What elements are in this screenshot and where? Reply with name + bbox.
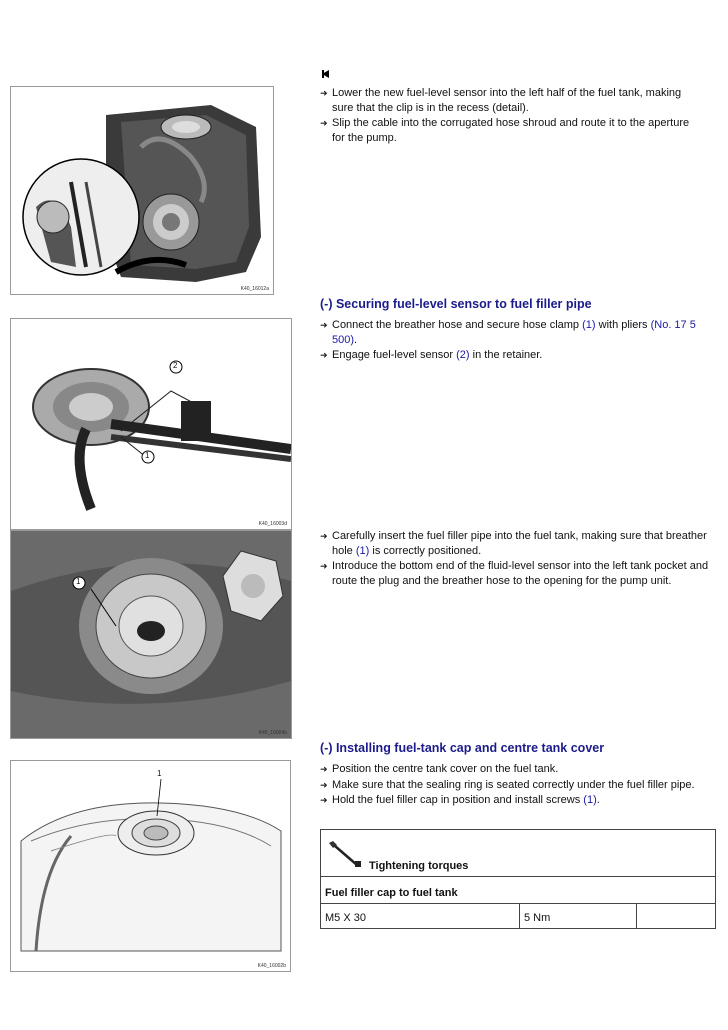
arrow-bullet-icon: ➜ — [320, 350, 328, 360]
figure-fuel-tank-cap — [10, 760, 291, 972]
figure-breather-hose-clamp — [10, 318, 292, 530]
table-cell: M5 X 30 — [321, 904, 520, 929]
list-item: ➜ Position the centre tank cover on the fuel tank. — [320, 763, 559, 775]
arrow-bullet-icon: ➜ — [320, 531, 328, 541]
callout-label: 2 — [173, 361, 178, 370]
figure-caption: K40_16002b — [257, 963, 286, 969]
arrow-bullet-icon: ➜ — [320, 118, 328, 128]
section-heading: (-) Installing fuel-tank cap and centre tank cover — [320, 741, 605, 755]
callout-label: 1 — [157, 769, 162, 778]
arrow-bullet-icon: ➜ — [320, 795, 328, 805]
torque-wrench-icon — [325, 839, 365, 872]
table-row — [321, 904, 716, 929]
step-list — [320, 529, 715, 589]
table-cell: 5 Nm — [520, 904, 637, 929]
step-list — [320, 762, 715, 809]
torque-table-title: Tightening torques — [369, 860, 469, 872]
list-item: ➜ Engage fuel-level sensor (2) in the retainer. — [320, 349, 543, 361]
torque-table — [320, 829, 716, 929]
arrow-bullet-icon: ➜ — [320, 561, 328, 571]
step-list — [320, 86, 700, 146]
step-list — [320, 318, 712, 364]
torque-table-subtitle: Fuel filler cap to fuel tank — [321, 877, 716, 904]
figure-caption: K40_16004b — [258, 730, 287, 736]
arrow-bullet-icon: ➜ — [320, 764, 328, 774]
arrow-bullet-icon: ➜ — [320, 320, 328, 330]
arrow-bullet-icon: ➜ — [320, 88, 328, 98]
section-marker-icon — [322, 70, 329, 78]
figure-fuel-filler-pipe — [10, 530, 292, 739]
list-item: ➜ Hold the fuel filler cap in position and install screws (1). — [320, 794, 600, 806]
list-item: ➜ Lower the new fuel-level sensor into the left half of the fuel tank, making sure that the clip is in the recess (detail). — [320, 87, 682, 114]
table-cell — [637, 904, 716, 929]
list-item: ➜ Introduce the bottom end of the fluid-level sensor into the left tank pocket and route the plug and the breather hose to the opening for the pump unit. — [320, 560, 709, 587]
callout-label: 1 — [145, 451, 150, 460]
torque-table-header — [321, 830, 716, 877]
list-item: ➜ Connect the breather hose and secure hose clamp (1) with pliers (No. 17 5 500). — [320, 319, 696, 346]
list-item: ➜ Slip the cable into the corrugated hose shroud and route it to the aperture for the pump. — [320, 117, 690, 144]
arrow-bullet-icon: ➜ — [320, 779, 328, 790]
figure-caption: K40_16003d — [258, 521, 287, 527]
list-item: ➜ Make sure that the sealing ring is seated correctly under the fuel filler pipe. — [320, 778, 695, 791]
figure-fuel-tank-sensor — [10, 86, 274, 295]
figure-caption: K40_16012a — [240, 286, 269, 292]
list-item: ➜ Carefully insert the fuel filler pipe into the fuel tank, making sure that breather hole (1) is correctly positioned. — [320, 530, 707, 557]
section-heading: (-) Securing fuel-level sensor to fuel filler pipe — [320, 297, 592, 311]
callout-label: 1 — [76, 577, 81, 586]
